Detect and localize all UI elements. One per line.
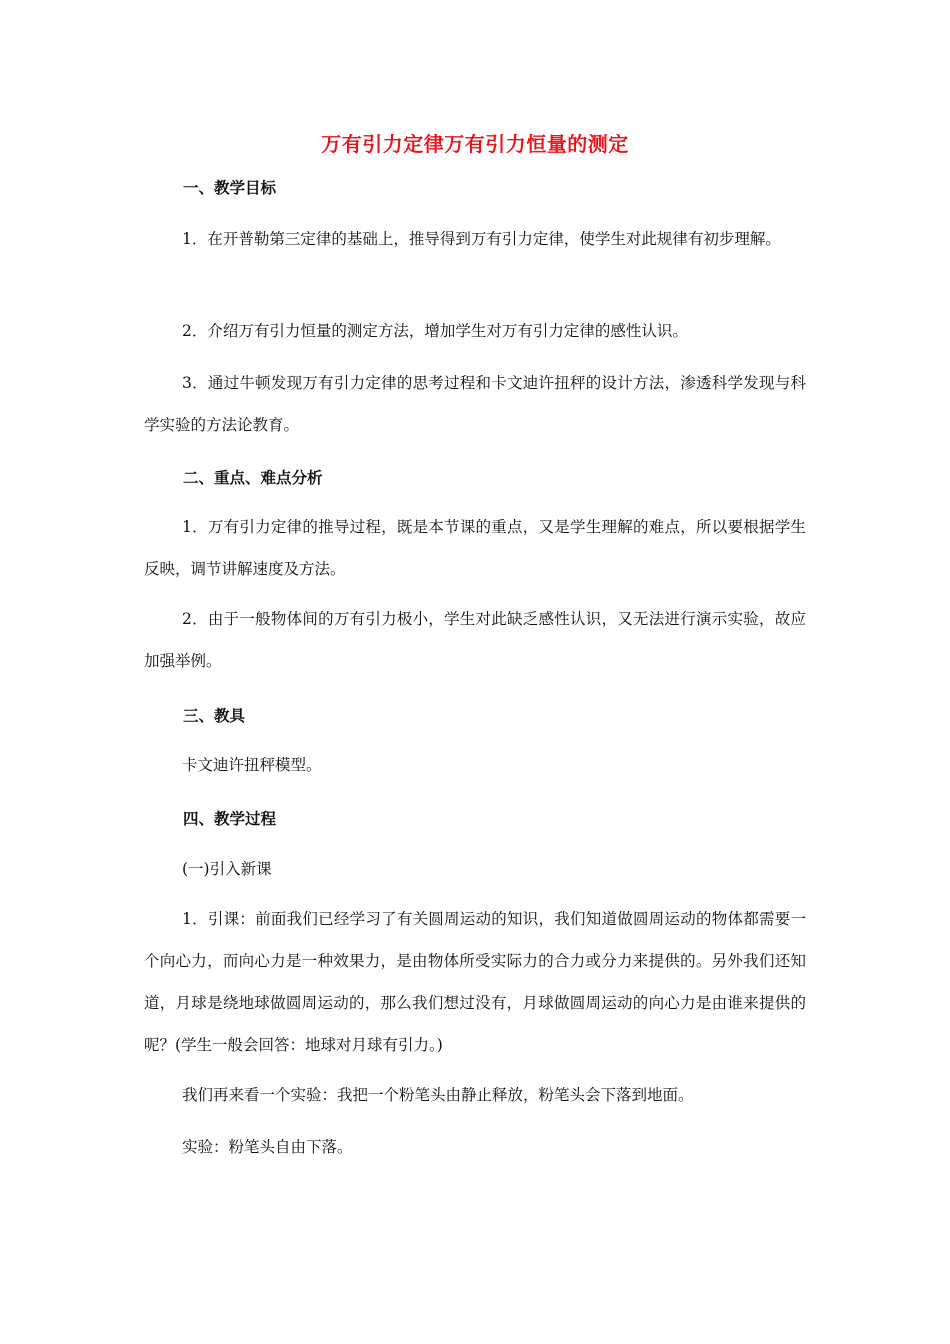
section-heading-key-points: 二、重点、难点分析 bbox=[183, 468, 323, 487]
paragraph: 卡文迪许扭秤模型。 bbox=[182, 756, 322, 774]
paragraph: 实验：粉笔头自由下落。 bbox=[182, 1138, 353, 1156]
section-heading-teaching-process: 四、教学过程 bbox=[183, 809, 277, 828]
paragraph: 1．引课：前面我们已经学习了有关圆周运动的知识，我们知道做圆周运动的物体都需要一个向心力，而向心力是一种效果力，是由物体所受实际力的合力或分力来提供的。另外我们还知道，月球是绕地球做圆周运动的，那么我们想过没有，月球做圆周运动的向心力是由谁来提供的呢？(学生一般会回答：地球对月球有引力。) bbox=[144, 910, 806, 1054]
paragraph: 1．在开普勒第三定律的基础上，推导得到万有引力定律，使学生对此规律有初步理解。 bbox=[182, 230, 781, 248]
document-title: 万有引力定律万有引力恒量的测定 bbox=[321, 132, 629, 156]
section-heading-teaching-aids: 三、教具 bbox=[183, 706, 246, 725]
paragraph: 2．由于一般物体间的万有引力极小，学生对此缺乏感性认识，又无法进行演示实验，故应加强举例。 bbox=[144, 610, 806, 670]
section-heading-objectives: 一、教学目标 bbox=[183, 178, 277, 197]
paragraph: 1．万有引力定律的推导过程，既是本节课的重点，又是学生理解的难点，所以要根据学生反映，调节讲解速度及方法。 bbox=[144, 518, 806, 578]
paragraph: 3．通过牛顿发现万有引力定律的思考过程和卡文迪许扭秤的设计方法，渗透科学发现与科学实验的方法论教育。 bbox=[144, 374, 806, 434]
subsection-heading: (一)引入新课 bbox=[182, 860, 272, 878]
paragraph: 2．介绍万有引力恒量的测定方法，增加学生对万有引力定律的感性认识。 bbox=[182, 322, 688, 340]
paragraph: 我们再来看一个实验：我把一个粉笔头由静止释放，粉笔头会下落到地面。 bbox=[182, 1086, 694, 1104]
